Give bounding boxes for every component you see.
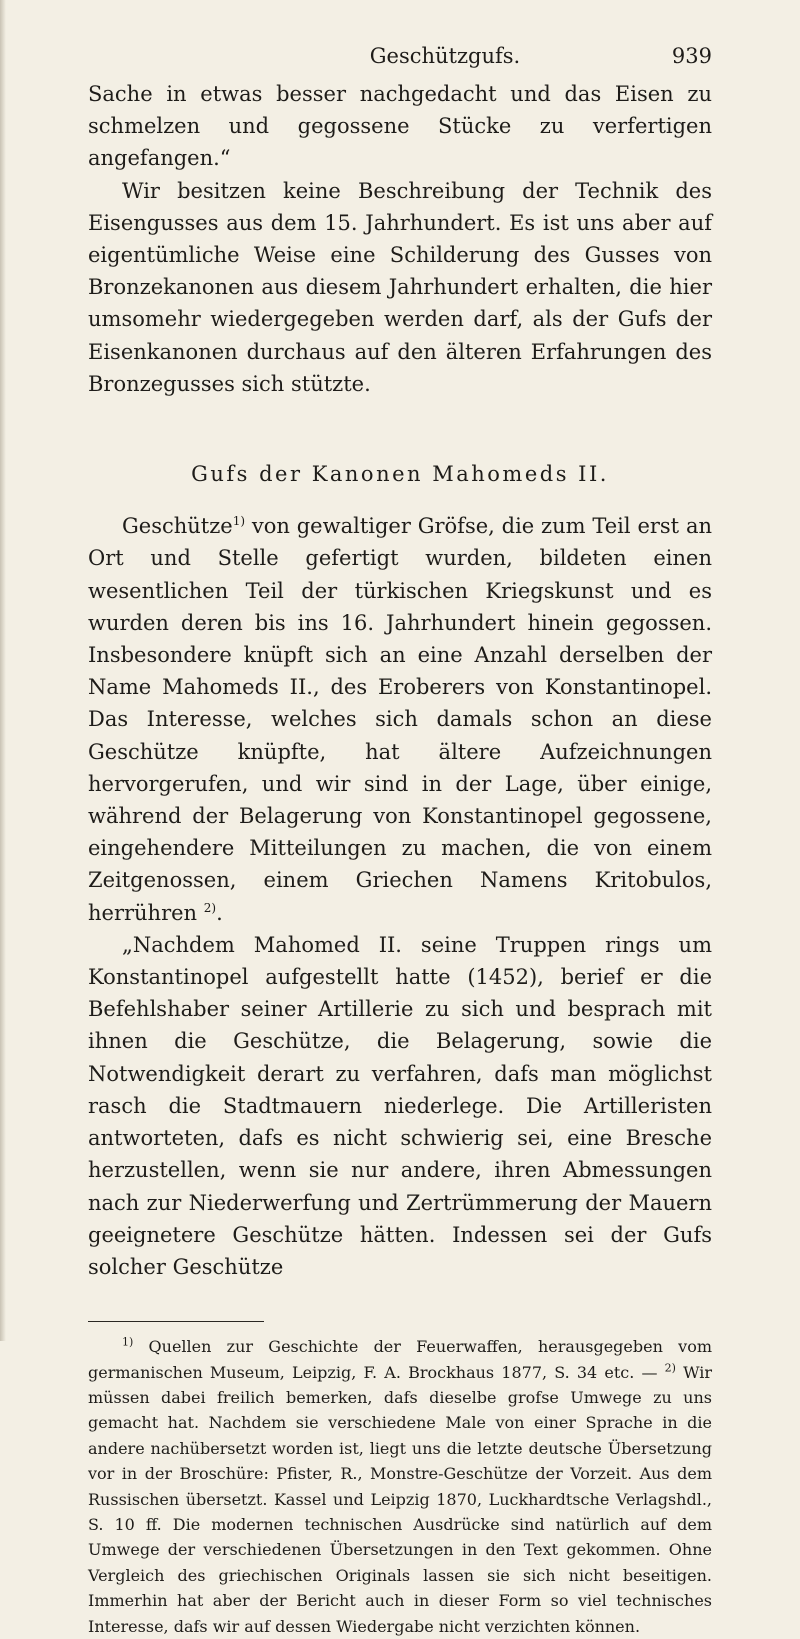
paragraph-2: Wir besitzen keine Beschreibung der Technik des Eisengusses aus dem 15. Jahrhundert. Es ist uns aber auf eigentümliche Weise eine Schilderung des Gusses von Bronzekanonen aus diesem Jahrhundert erhalten, die hier umsomehr wiedergegeben werden darf, als der Gufs der Eisenkanonen durchaus auf den älteren Erfahrungen des Bronzegusses sich stützte. (88, 178, 712, 396)
section-heading: Gufs der Kanonen Mahomeds II. (191, 462, 609, 487)
footnotes (88, 1334, 712, 1639)
page-number: 939 (671, 44, 712, 68)
footnote-mark-1: 1) (122, 1335, 134, 1349)
footnote-2-text: Wir müssen dabei freilich bemerken, dafs dieselbe grofse Umwege zu uns gemacht hat. Nachdem sie verschiedene Male von einer Sprache in die andere nachübersetzt worden ist, liegt uns die letzte deutsche Übersetzung vor in der Broschüre: Pfister, R., Monstre-Geschütze der Vorzeit. Aus dem Russischen übersetzt. Kassel und Leipzig 1870, Luckhardtsche Verlagshdl., S. 10 ff. Die modernen technischen Ausdrücke sind natürlich auf dem Umwege der verschiedenen Übersetzungen in den Text gekommen. Ohne Vergleich des griechischen Originals lassen sie sich nicht beseitigen. Immerhin hat aber der Bericht auch in dieser Form so viel technisches Interesse, dafs wir auf dessen Wiedergabe nicht verzichten können. (88, 1362, 713, 1636)
paragraph-3-end: . (216, 900, 223, 925)
paragraph-4: „Nachdem Mahomed II. seine Truppen rings um Konstantinopel aufgestellt hatte (1452), berief er die Befehlshaber seiner Artillerie zu sich und besprach mit ihnen die Geschütze, die Belagerung, sowie die Notwendigkeit derart zu verfahren, dafs man möglichst rasch die Stadtmauern niederlege. Die Artilleristen antworteten, dafs es nicht schwierig sei, eine Bresche herzustellen, wenn sie nur andere, ihren Abmessungen nach zur Niederwerfung und Zertrümmerung der Mauern geeignetere Geschütze hätten. Indessen sei der Gufs solcher Geschütze (88, 932, 712, 1279)
footnote-ref-1: 1) (232, 514, 246, 529)
paragraph-3 (88, 510, 712, 929)
paragraph-3-start: Geschütze (122, 514, 233, 539)
paragraph-3-rest: von gewaltiger Gröfse, die zum Teil erst an Ort und Stelle gefertigt wurden, bildeten einen wesentlichen Teil der türkischen Kriegskunst und es wurden deren bis ins 16. Jahrhundert hinein gegossen. Insbesondere knüpft sich an eine Anzahl derselben der Name Mahomeds II., des Eroberers von Konstantinopel. Das Interesse, welches sich damals schon an diese Geschütze knüpfte, hat ältere Aufzeichnungen hervorgerufen, und wir sind in der Lage, über einige, während der Belagerung von Konstantinopel gegossene, eingehendere Mitteilungen zu machen, die von einem Zeitgenossen, einem Griechen Namens Kritobulos, herrühren (88, 514, 712, 925)
footnote-1-text: Quellen zur Geschichte der Feuerwaffen, herausgegeben vom germanischen Museum, Leipzig, F. A. Brockhaus 1877, S. 34 etc. — (88, 1337, 712, 1382)
footnote-mark-2: 2) (664, 1361, 676, 1375)
footnote-ref-2: 2) (203, 900, 217, 915)
paragraph-1: Sache in etwas besser nachgedacht und das Eisen zu schmelzen und gegossene Stücke zu verfertigen angefangen.“ (88, 82, 712, 171)
footnote-text (88, 1334, 712, 1639)
page-header (88, 44, 712, 78)
footnote-rule (88, 1321, 264, 1322)
running-title: Geschützgufs. (369, 44, 521, 68)
body-text (88, 78, 712, 1283)
